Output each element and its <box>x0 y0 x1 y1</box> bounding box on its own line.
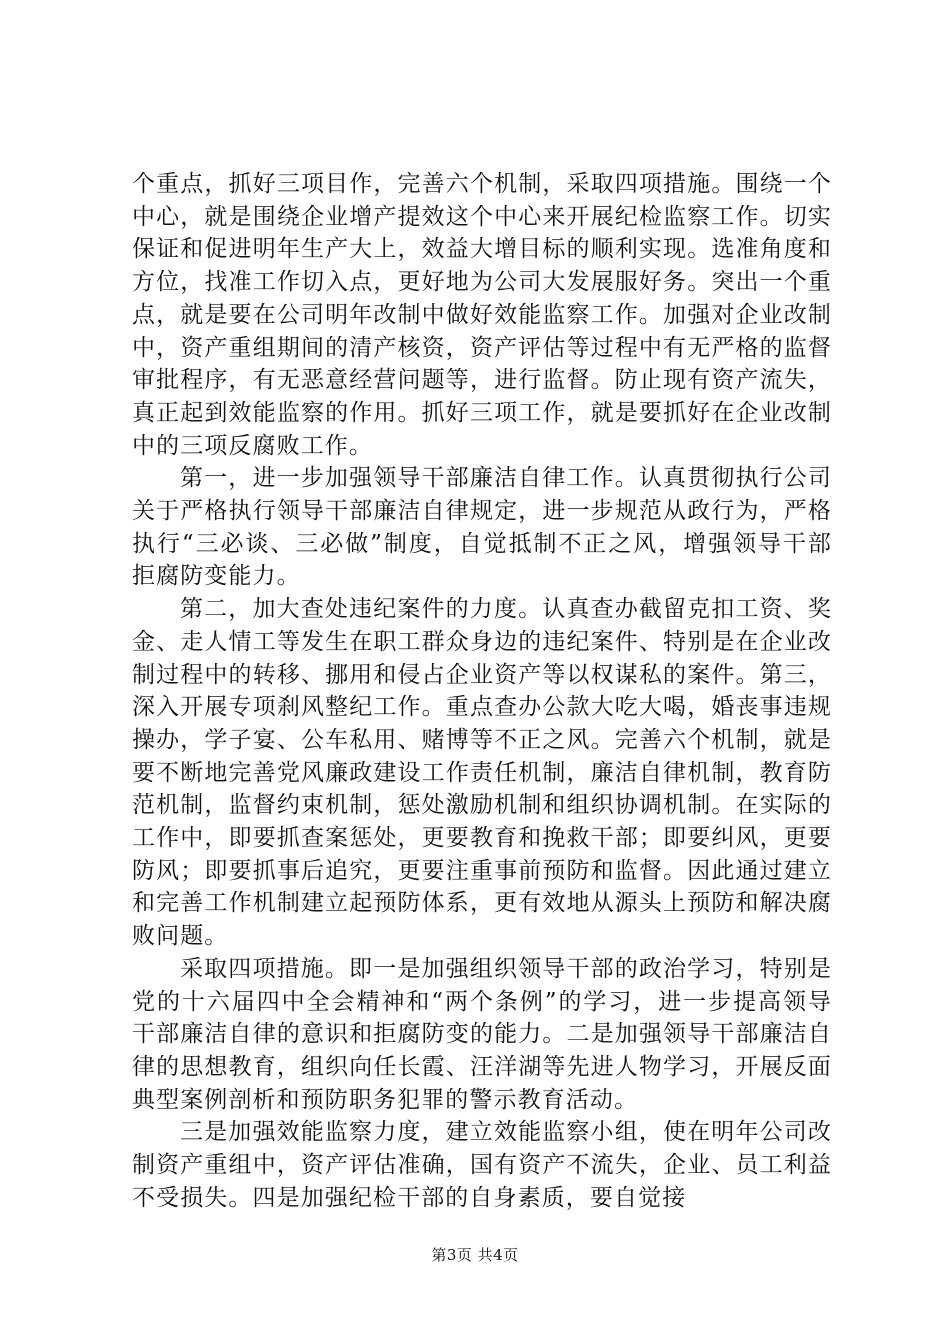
document-body <box>132 168 832 1215</box>
paragraph-four-measures: 采取四项措施。即一是加强组织领导干部的政治学习，特别是党的十六届四中全会精神和“两个条例”的学习，进一步提高领导干部廉洁自律的意识和拒腐防变的能力。二是加强领导干部廉洁自律的思想教育，组织向任长霞、汪洋湖等先进人物学习，开展反面典型案例剖析和预防职务犯罪的警示教育活动。 <box>132 955 832 1113</box>
paragraph-continuation: 个重点，抓好三项目作，完善六个机制，采取四项措施。围绕一个中心，就是围绕企业增产提效这个中心来开展纪检监察工作。切实保证和促进明年生产大上，效益大增目标的顺利实现。选准角度和方位，找准工作切入点，更好地为公司大发展服好务。突出一个重点，就是要在公司明年改制中做好效能监察工作。加强对企业改制中，资产重组期间的清产核资，资产评估等过程中有无严格的监督审批程序，有无恶意经营问题等，进行监督。防止现有资产流失，真正起到效能监察的作用。抓好三项工作，就是要抓好在企业改制中的三项反腐败工作。 <box>132 171 832 459</box>
paragraph-first-item: 第一，进一步加强领导干部廉洁自律工作。认真贯彻执行公司关于严格执行领导干部廉洁自律规定，进一步规范从政行为，严格执行“三必谈、三必做”制度，自觉抵制不正之风，增强领导干部拒腐防变能力。 <box>132 465 832 590</box>
page-number-footer: 第3页 共4页 <box>431 1246 519 1264</box>
paragraph-second-item: 第二，加大查处违纪案件的力度。认真查办截留克扣工资、奖金、走人情工等发生在职工群众身边的违纪案件、特别是在企业改制过程中的转移、挪用和侵占企业资产等以权谋私的案件。第三，深入开展专项刹风整纪工作。重点查办公款大吃大喝，婚丧事违规操办，学子宴、公车私用、赌博等不正之风。完善六个机制，就是要不断地完善党风廉政建设工作责任机制，廉洁自律机制，教育防范机制，监督约束机制，惩处激励机制和组织协调机制。在实际的工作中，即要抓查案惩处，更要教育和挽救干部；即要纠风，更要防风；即要抓事后追究，更要注重事前预防和监督。因此通过建立和完善工作机制建立起预防体系，更有效地从源头上预防和解决腐败问题。 <box>132 596 832 950</box>
paragraph-third-measure: 三是加强效能监察力度，建立效能监察小组，使在明年公司改制资产重组中，资产评估准确，国有资产不流失，企业、员工利益不受损失。四是加强纪检干部的自身素质，要自觉接 <box>132 1119 832 1211</box>
